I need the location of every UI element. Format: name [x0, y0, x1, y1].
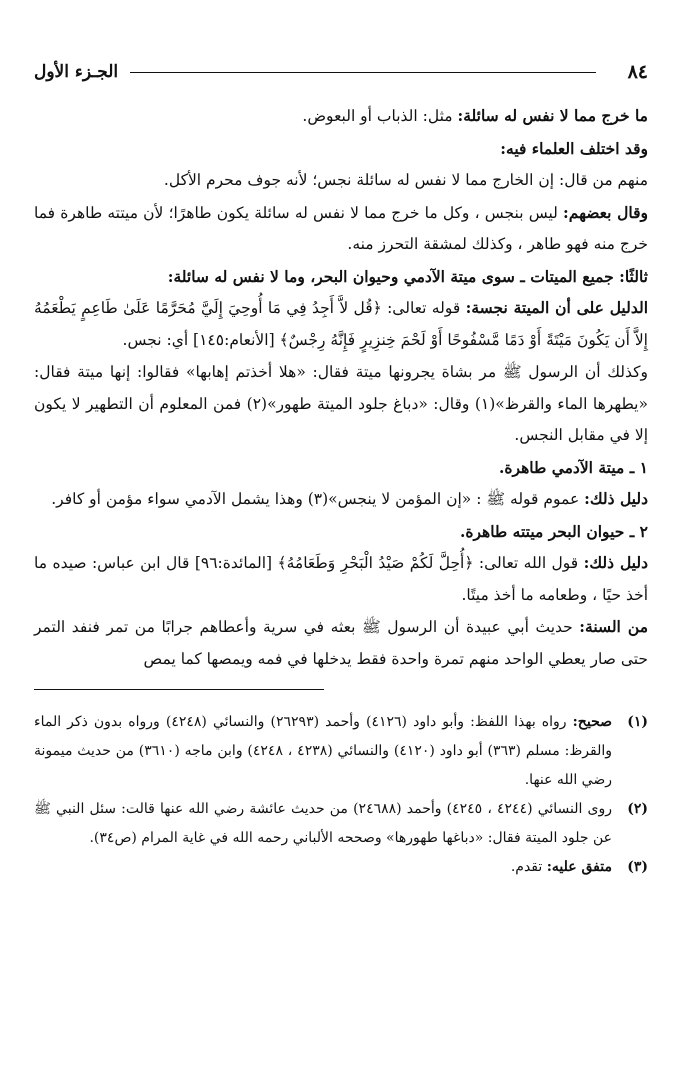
- part-title: الجـزء الأول: [34, 62, 119, 82]
- paragraph: منهم من قال: إن الخارج مما لا نفس له سائلة نجس؛ لأنه جوف محرم الأكل.: [163, 171, 648, 189]
- footnote-mark: (٣): [627, 859, 648, 875]
- footnote: (١) صحيح: رواه بهذا اللفظ: وأبو داود (٤١٢٦) وأحمد (٢٦٢٩٣) والنسائي (٤٢٤٨) ورواه بدون ذكر الماء والقرظ: مسلم (٣٦٣) أبو داود (٤١٢٠) والنسائي (٤٢٣٨ ، ٤٢٤٨) وابن ماجه (٣٦١٠) من حديث ميمونة رضي الله عنها.: [34, 708, 648, 795]
- header-rule: [130, 72, 596, 73]
- main-text: [34, 100, 648, 675]
- section-heading: ٢ ـ حيوان البحر ميتته طاهرة.: [459, 521, 648, 541]
- paragraph: وقال بعضهم: ليس بنجس ، وكل ما خرج مما لا نفس له سائلة يكون طاهرًا؛ لأن ميتته طاهرة فما خرج منه فهو طاهر ، وكذلك لمشقة التحرز منه.: [34, 202, 648, 253]
- footnote: (٢) روى النسائي (٤٢٤٤ ، ٤٢٤٥) وأحمد (٢٤٦٨٨) من حديث عائشة رضي الله عنها قالت: سئل النبي ﷺ عن جلود الميتة فقال: «دباغها طهورها» وصححه الألباني رحمه الله في غاية المرام (ص٣٤).: [34, 795, 648, 853]
- section-heading: وقد اختلف العلماء فيه:: [500, 138, 648, 158]
- paragraph: ما خرج مما لا نفس له سائلة: مثل: الذباب أو البعوض.: [302, 106, 648, 125]
- footnote-mark: (١): [627, 714, 648, 730]
- section-heading: ثالثًا: جميع الميتات ـ سوى ميتة الآدمي وحيوان البحر، وما لا نفس له سائلة:: [167, 266, 648, 286]
- paragraph: الدليل على أن الميتة نجسة: قوله تعالى: ﴿قُل لاَّ أَجِدُ فِي مَا أُوحِيَ إِلَيَّ مُحَرَّمًا عَلَىٰ طَاعِمٍ يَطْعَمُهُ إِلاَّ أَن يَكُونَ مَيْتَةً أَوْ دَمًا مَّسْفُوحًا أَوْ لَحْمَ خِنزِيرٍ فَإِنَّهُ رِجْسٌ﴾ [الأنعام:١٤٥] أي: نجس.: [34, 298, 648, 349]
- footnote-rule: [34, 689, 324, 690]
- page-header: [34, 52, 648, 92]
- page-number: ٨٤: [627, 61, 648, 83]
- paragraph: من السنة: حديث أبي عبيدة أن الرسول ﷺ بعثه في سرية وأعطاهم جرابًا من تمر فنفد التمر حتى صار يعطي الواحد منهم تمرة واحدة فقط يدخلها في فمه ويمصها كما يمص: [34, 617, 648, 668]
- paragraph: دليل ذلك: عموم قوله ﷺ : «إن المؤمن لا ينجس»(٣) وهذا يشمل الآدمي سواء مؤمن أو كافر.: [51, 489, 648, 508]
- paragraph: وكذلك أن الرسول ﷺ مر بشاة يجرونها ميتة فقال: «هلا أخذتم إهابها» فقالوا: إنها ميتة فقال: «يطهرها الماء والقرظ»(١) وقال: «دباغ جلود الميتة طهور»(٢) فمن المعلوم أن التطهير لا يكون إلا في مقابل النجس.: [34, 363, 648, 444]
- footnote-mark: (٢): [627, 801, 648, 817]
- footnote: (٣) متفق عليه: تقدم.: [34, 853, 648, 882]
- footnotes: [34, 708, 648, 882]
- paragraph: دليل ذلك: قول الله تعالى: ﴿أُحِلَّ لَكُمْ صَيْدُ الْبَحْرِ وَطَعَامُهُ﴾ [المائدة:٩٦] قال ابن عباس: صيده ما أخذ حيًا ، وطعامه ما أخذ ميتًا.: [34, 553, 648, 604]
- section-heading: ١ ـ ميتة الآدمي طاهرة.: [499, 457, 648, 477]
